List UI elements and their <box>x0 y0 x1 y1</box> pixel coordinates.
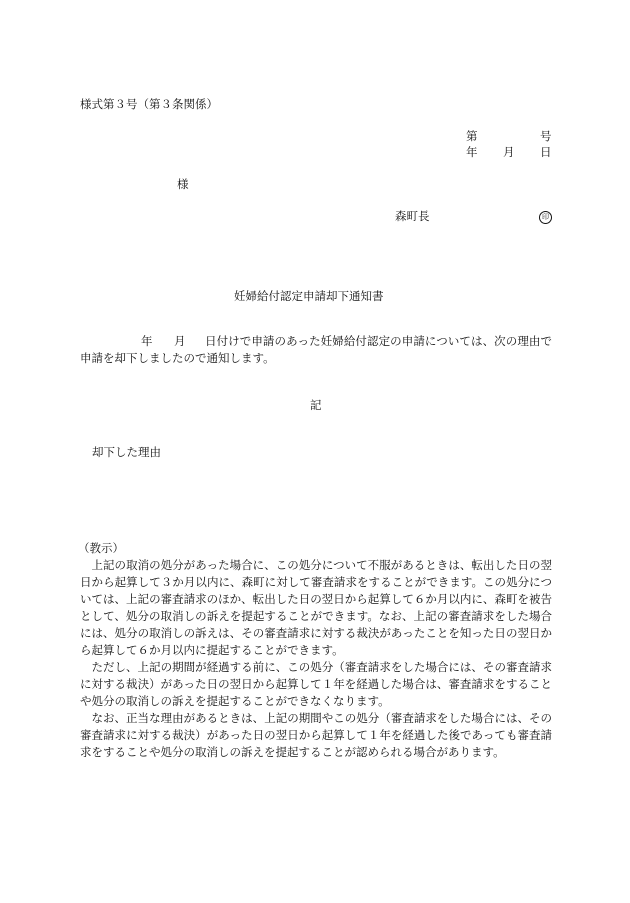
reason-label: 却下した理由 <box>92 445 161 459</box>
issuer-name: 森町長 <box>395 209 430 223</box>
date-day: 日 <box>540 145 552 159</box>
notice-heading: （教示） <box>78 541 124 555</box>
notice-paragraph-2: ただし、上記の期間が経過する前に、この処分（審査請求をした場合には、その審査請求に対する裁決）があった日の翌日から起算して１年を経過した場合は、審査請求をすることや処分の取消しの訴えを提起することができなくなります。 <box>80 660 552 708</box>
number-dai: 第 <box>466 129 478 143</box>
body-month: 月 <box>174 334 186 348</box>
number-go: 号 <box>540 129 552 143</box>
addressee-suffix: 様 <box>177 177 189 191</box>
date-month: 月 <box>503 145 515 159</box>
form-label: 様式第３号（第３条関係） <box>80 97 218 111</box>
document-title: 妊婦給付認定申請却下通知書 <box>234 289 384 303</box>
seal-icon: 印 <box>539 211 552 224</box>
ki-label: 記 <box>310 398 322 412</box>
notice-paragraph-3: なお、正当な理由があるときは、上記の期間やこの処分（審査請求をした場合には、その審査請求に対する裁決）があった日の翌日から起算して１年を経過した後であっても審査請求をすることや処分の取消しの訴えを提起することが認められる場合があります。 <box>80 711 552 759</box>
date-year: 年 <box>466 145 478 159</box>
seal-mark <box>539 208 552 224</box>
notice-body <box>80 557 552 761</box>
body-year: 年 <box>141 334 153 348</box>
body-text: 日付けで申請のあった妊婦給付認定の申請については、次の理由で申請を却下しましたので通知します。 <box>80 334 552 365</box>
notice-paragraph-1: 上記の取消の処分があった場合に、この処分について不服があるときは、転出した日の翌日から起算して３か月以内に、森町に対して審査請求をすることができます。この処分については、上記の審査請求のほか、転出した日の翌日から起算して６か月以内に、森町を被告として、処分の取消しの訴えを提起することができます。なお、上記の審査請求をした場合には、処分の取消しの訴えは、その審査請求に対する裁決があったことを知った日の翌日から起算して６か月以内に提起することができます。 <box>80 558 552 657</box>
